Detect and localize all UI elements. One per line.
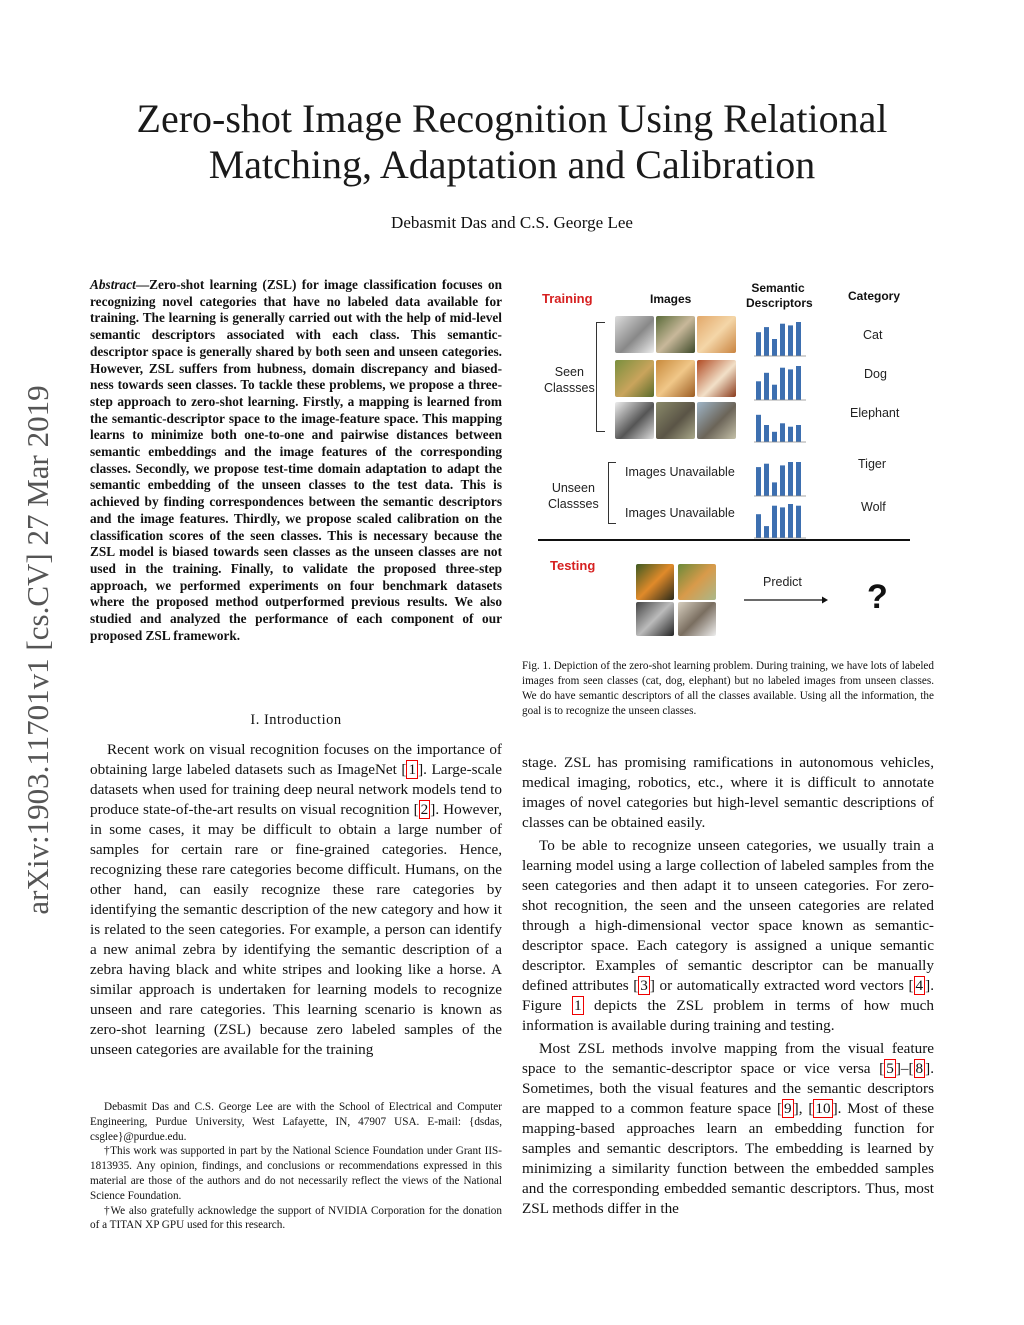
tiger-photo bbox=[678, 564, 716, 600]
descriptor-bar bbox=[756, 381, 761, 400]
intro-paragraph: Recent work on visual recognition focuses on the importance of obtaining large labeled datasets such as ImageNet [ 1 ]. Large-scale datasets when used for training deep neural network models tend to produce state-of-the-art results on visual recognition [ 2 ]. However, in some cases, it may be difficult to obtain a large number of samples for certain rare or fine-grained categories. Hence, recognizing these rare categories become difficult. Humans, on the other hand, can easily recognize these rare categories by identifying the semantic description of the new category and how it is related to the seen categories. For example, a person can identify a new animal zebra by identifying the semantic description of a zebra having black and white stripes and looking like a horse. A similar approach is undertaken for learning models to recognize unseen and rare categories. This learning scenario is known as zero-shot learning (ZSL) because zero labeled samples of the unseen categories are available for the training bbox=[90, 741, 503, 1058]
images-unavailable-tiger: Images Unavailable bbox=[625, 465, 735, 479]
images-unavailable-wolf: Images Unavailable bbox=[625, 506, 735, 520]
descriptor-bar bbox=[772, 385, 777, 400]
semantic-descriptors-header: Semantic Descriptors bbox=[746, 281, 813, 310]
descriptor-bar bbox=[796, 506, 801, 538]
descriptor-bar-group bbox=[754, 504, 806, 538]
descriptor-bar bbox=[788, 427, 793, 442]
descriptor-bar bbox=[764, 425, 769, 442]
citation-link[interactable]: 2 bbox=[420, 801, 429, 818]
descriptor-bar bbox=[780, 507, 785, 538]
title-line-1: Zero-shot Image Recognition Using Relational bbox=[136, 96, 888, 141]
descriptor-bar bbox=[756, 514, 761, 538]
cat-photo bbox=[615, 316, 654, 353]
citation-link[interactable]: 4 bbox=[915, 977, 924, 994]
descriptor-bar bbox=[764, 464, 769, 496]
abstract-text: —Zero-shot learning (ZSL) for image classification focuses on recognizing novel categories that have no labeled data available for training. The learning is generally carried out with the help of mid-level semantic descriptors associated with each class. This semantic-descriptor space is generally shared by both seen and unseen categories. However, ZSL suffers from hubness, domain discrepancy and biased-ness towards seen classes. To tackle these problems, we propose a three-step approach to zero-shot learning. Firstly, a mapping is learned from the semantic-descriptor space to the image-feature space. This mapping learns to minimize both one-to-one and pairwise distances between semantic embeddings and the image features of the corresponding classes. Secondly, we propose test-time domain adaptation to adapt the semantic embedding of the unseen classes to the test data. This is achieved by finding correspondences between the semantic descriptors and the image features. Thirdly, we propose scaled calibration on the classification scores of the seen classes. This is necessary because the ZSL model is biased towards seen classes as the unseen classes are not used in the training. Finally, to validate the proposed three-step approach, we performed experiments on four benchmark datasets where the proposed method outperformed previous results. We also studied and analyzed the performance of each component of our proposed ZSL framework. bbox=[90, 277, 502, 643]
descriptor-bar bbox=[796, 322, 801, 356]
dog-photo bbox=[656, 360, 695, 397]
descriptor-bar bbox=[780, 324, 785, 356]
category-elephant: Elephant bbox=[850, 406, 900, 420]
descriptor-bar bbox=[772, 432, 777, 442]
unknown-class-mark: ? bbox=[867, 578, 888, 616]
category-tiger: Tiger bbox=[858, 457, 887, 471]
seen-bracket bbox=[596, 322, 605, 432]
wolf-photo bbox=[678, 602, 716, 636]
dog-photo bbox=[615, 360, 654, 397]
figure-caption: Fig. 1. Depiction of the zero-shot learning problem. During training, we have lots of labeled images from seen classes (cat, dog, elephant) but no labeled images from unseen classes. We do have semantic descriptors of all the classes available. Using all the information, the goal is to recognize the unseen classes. bbox=[522, 660, 934, 717]
predict-arrow bbox=[742, 594, 828, 606]
descriptor-bar bbox=[796, 366, 801, 400]
abstract bbox=[90, 277, 502, 644]
elephant-photo bbox=[697, 402, 736, 439]
descriptor-bar bbox=[772, 339, 777, 356]
elephant-photo bbox=[615, 402, 654, 439]
descriptor-bar bbox=[764, 373, 769, 400]
unseen-classes-label: Unseen Classses bbox=[548, 481, 599, 511]
citation-link[interactable]: 8 bbox=[915, 1060, 924, 1077]
category-header: Category bbox=[848, 289, 901, 303]
arxiv-id: arXiv:1903.11701v1 [cs.CV] 27 Mar 2019 bbox=[20, 385, 55, 915]
descriptor-bar bbox=[764, 327, 769, 356]
paragraph: Most ZSL methods involve mapping from the visual feature space to the semantic-descriptor space or vice versa [ 5 ]–[ 8 ]. Sometimes, both the visual features and the semantic descriptors are mapped to a common feature space [ 9 ], [ 10 ]. Most of these mapping-based approaches learn an embedding function for samples and semantic descriptors. The embedding is learned by minimizing a similarity function between the embedded samples and the corresponding embedded semantic descriptors. Thus, most ZSL methods differ in the bbox=[522, 1040, 934, 1217]
seen-classes-label: Seen Classses bbox=[544, 365, 595, 395]
training-label: Training bbox=[542, 291, 593, 306]
descriptor-bar bbox=[788, 325, 793, 356]
elephant-photo bbox=[656, 402, 695, 439]
descriptor-bar bbox=[796, 462, 801, 496]
descriptor-bar bbox=[772, 506, 777, 538]
section-heading: I. Introduction bbox=[250, 712, 342, 728]
descriptor-bar-group bbox=[754, 462, 806, 496]
paragraph: To be able to recognize unseen categories, we usually train a learning model using a large collection of labeled samples from the seen categories and then adapt it to unseen categories. For zero-shot recognition, the seen and the unseen categories are related through a high-dimensional vector space known as semantic-descriptor space. Each category is assigned a unique semantic descriptor. Examples of semantic descriptor can be manually defined attributes [ 3 ] or automatically extracted word vectors [ 4 ]. Figure 1 depicts the ZSL problem in terms of how much information is available during training and testing. bbox=[522, 837, 934, 1034]
authors: Debasmit Das and C.S. George Lee bbox=[391, 213, 633, 232]
cat-photo bbox=[697, 316, 736, 353]
figure-1 bbox=[522, 276, 936, 646]
descriptor-bar bbox=[796, 425, 801, 442]
citation-link[interactable]: 3 bbox=[640, 977, 648, 994]
citation-link[interactable]: 1 bbox=[408, 761, 417, 778]
descriptor-bar bbox=[772, 482, 777, 496]
descriptor-bar bbox=[788, 462, 793, 496]
descriptor-bar bbox=[780, 423, 785, 442]
cat-photo bbox=[656, 316, 695, 353]
unseen-bracket bbox=[608, 462, 616, 524]
dog-photo bbox=[697, 360, 736, 397]
category-dog: Dog bbox=[864, 367, 887, 381]
paragraph: stage. ZSL has promising ramifications in autonomous vehicles, medical imaging, robotics, etc., where it is difficult to annotate images of novel categories but high-level semantic descriptions of classes can be obtained easily. bbox=[522, 754, 934, 831]
category-wolf: Wolf bbox=[861, 500, 886, 514]
paper-title bbox=[0, 96, 1024, 188]
citation-link[interactable]: 10 bbox=[815, 1100, 831, 1117]
title-line-2: Matching, Adaptation and Calibration bbox=[208, 142, 816, 187]
descriptor-bar-group bbox=[754, 366, 806, 400]
wolf-photo bbox=[636, 602, 674, 636]
descriptor-bar bbox=[788, 369, 793, 400]
arxiv-stamp bbox=[8, 350, 68, 950]
descriptor-bar bbox=[756, 415, 761, 442]
descriptor-bar bbox=[756, 332, 761, 356]
footnotes bbox=[90, 1100, 502, 1233]
footnote-affiliation: Debasmit Das and C.S. George Lee are with the School of Electrical and Computer Engineering, Purdue University, West Lafayette, IN, 47907 USA. E-mail: {dsdas, csglee}@purdue.edu. bbox=[90, 1101, 502, 1143]
descriptor-bar bbox=[764, 526, 769, 538]
descriptor-bar bbox=[756, 467, 761, 496]
figure-link[interactable]: 1 bbox=[574, 997, 582, 1014]
descriptor-bar bbox=[780, 368, 785, 400]
tiger-photo bbox=[636, 564, 674, 600]
images-header: Images bbox=[650, 292, 692, 306]
train-test-divider bbox=[538, 539, 910, 541]
testing-label: Testing bbox=[550, 558, 596, 573]
descriptor-bar bbox=[788, 504, 793, 538]
descriptor-bar-group bbox=[754, 415, 806, 442]
citation-link[interactable]: 5 bbox=[886, 1060, 894, 1077]
footnote-funding: †This work was supported in part by the National Science Foundation under Grant IIS-1813935. Any opinion, findings, and conclusions or recommendations expressed in this material are those of the authors and do not necessarily reflect the views of the National Science Foundation. bbox=[90, 1145, 502, 1202]
abstract-label: Abstract bbox=[90, 277, 136, 292]
right-column bbox=[522, 753, 934, 1219]
semantic-descriptor-bars bbox=[754, 314, 814, 544]
footnote-gpu: †We also gratefully acknowledge the support of NVIDIA Corporation for the donation of a TITAN XP GPU used for this research. bbox=[90, 1204, 502, 1232]
descriptor-bar bbox=[780, 465, 785, 496]
category-cat: Cat bbox=[863, 328, 883, 342]
citation-link[interactable]: 9 bbox=[784, 1100, 792, 1117]
predict-label: Predict bbox=[763, 575, 802, 589]
descriptor-bar-group bbox=[754, 322, 806, 356]
